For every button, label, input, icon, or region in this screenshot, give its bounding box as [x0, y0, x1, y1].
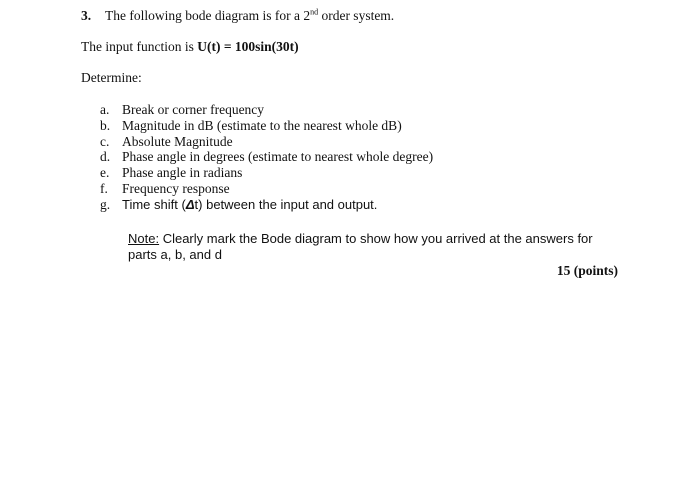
- question-text-end: order system.: [318, 8, 395, 23]
- note-text: Clearly mark the Bode diagram to show how you arrived at the answers for parts a, b, and d: [128, 231, 593, 262]
- list-item: [100, 118, 433, 134]
- task-list: [100, 102, 433, 213]
- delta-symbol: Δ: [185, 196, 195, 212]
- input-function-label: The input function is: [81, 39, 198, 54]
- list-item: [100, 165, 433, 181]
- item-text: Frequency response: [122, 180, 230, 196]
- question-statement: [81, 8, 394, 24]
- question-number: 3.: [81, 8, 92, 23]
- question-text: The following bode diagram is for a 2: [105, 8, 311, 23]
- list-item: [100, 102, 433, 118]
- determine-label: Determine:: [81, 70, 142, 85]
- note-paragraph: [128, 231, 618, 263]
- points-label: 15 (points): [556, 263, 618, 278]
- item-letter: c.: [100, 133, 110, 149]
- item-text: Magnitude in dB (estimate to the nearest whole dB): [122, 117, 402, 133]
- list-item: [100, 134, 433, 150]
- input-function-formula: U(t) = 100sin(30t): [197, 39, 299, 54]
- item-letter: g.: [100, 196, 111, 212]
- list-item: [100, 197, 433, 213]
- item-text: Absolute Magnitude: [122, 133, 233, 149]
- item-text: Phase angle in radians: [122, 165, 243, 181]
- item-text: Break or corner frequency: [122, 102, 265, 117]
- item-text: Time shift (: [122, 196, 186, 212]
- item-text-end: t) between the input and output.: [194, 196, 378, 212]
- item-letter: f.: [100, 180, 108, 196]
- input-function-line: [81, 39, 299, 55]
- ordinal-superscript: nd: [310, 7, 319, 17]
- item-letter: e.: [100, 165, 110, 181]
- item-letter: d.: [100, 149, 111, 165]
- item-text: Phase angle in degrees (estimate to nearest whole degree): [122, 149, 434, 165]
- item-letter: a.: [100, 102, 110, 117]
- list-item: [100, 181, 433, 197]
- item-letter: b.: [100, 117, 111, 133]
- list-item: [100, 149, 433, 165]
- note-label: Note:: [128, 231, 160, 246]
